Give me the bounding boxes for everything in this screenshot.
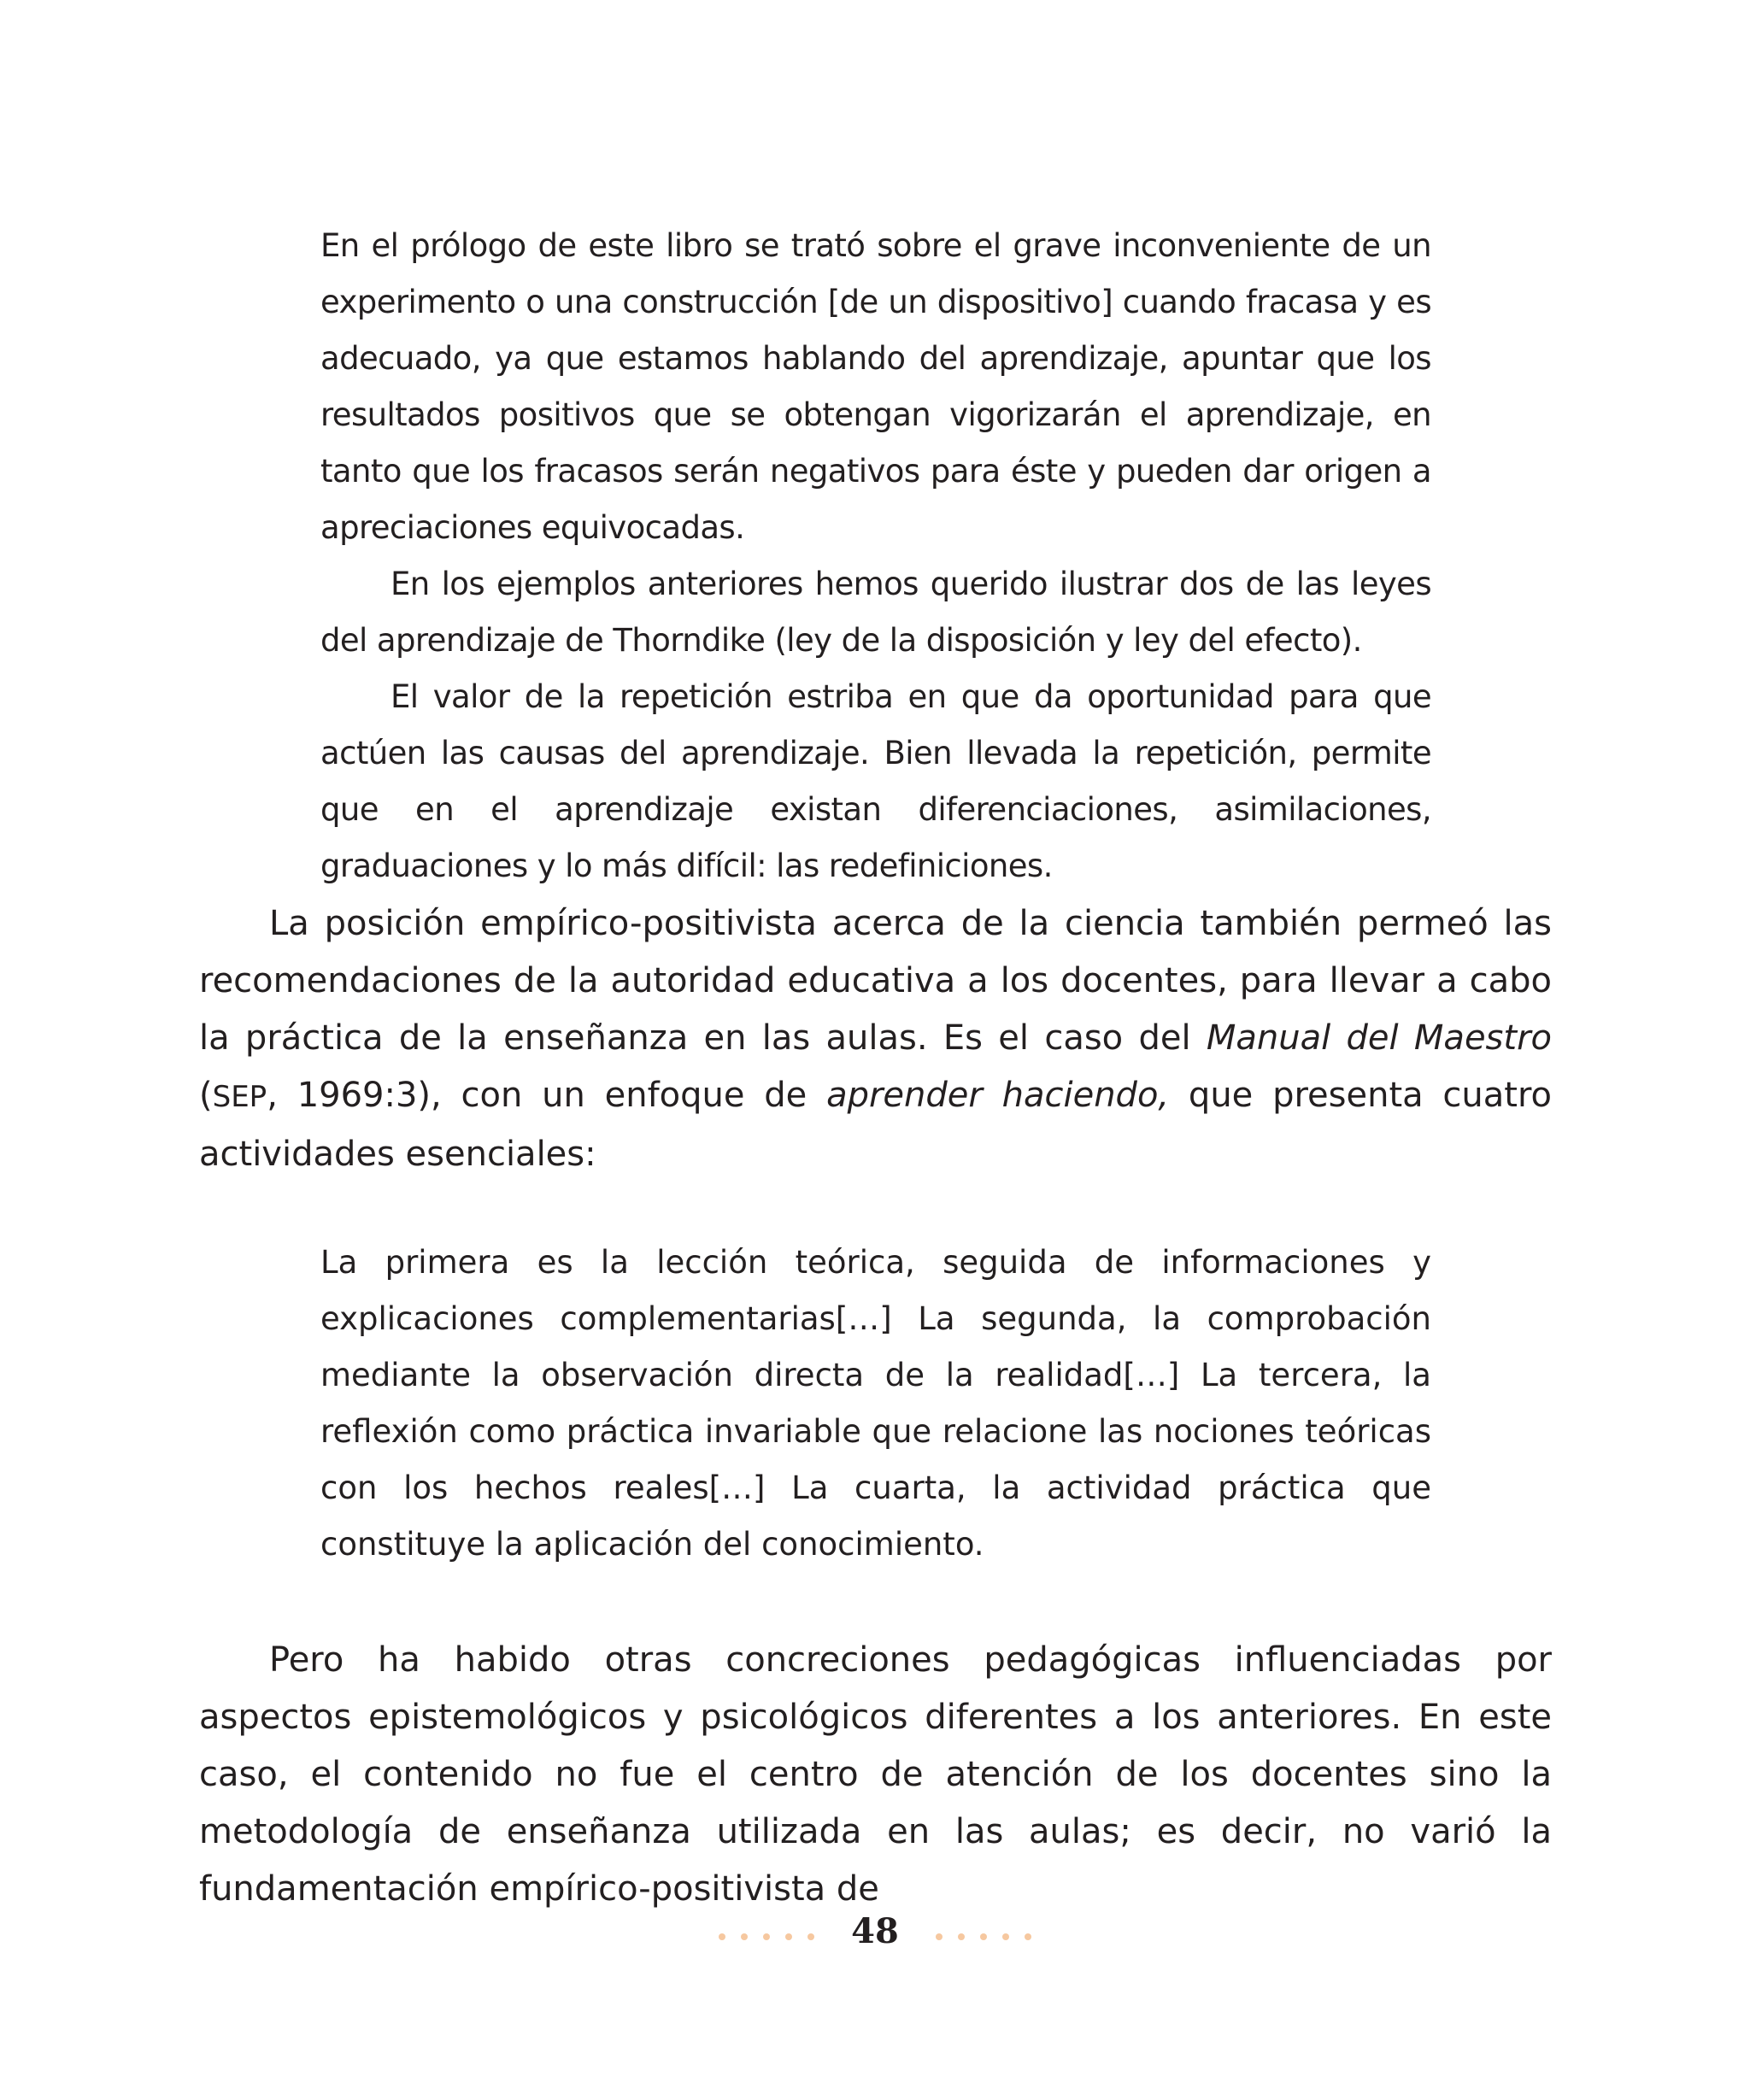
- quote-paragraph: La primera es la lección teórica, seguida de informaciones y explicaciones complementarias[…] La segunda, la comprobación mediante la observación directa de la realidad[…] La tercera, la reflexión como práctica invariable que relacione las nociones teóricas con los hechos reales[…] La cuarta, la actividad práctica que constituye la aplicación del conocimiento.: [320, 1244, 1431, 1563]
- book-title: Manual del Maestro: [1206, 1018, 1552, 1058]
- paragraph-end: que presenta cuatro actividades esenciales:: [199, 1076, 1553, 1174]
- quote-paragraph: El valor de la repetición estriba en que da oportunidad para que actúen las causas del aprendizaje. Bien llevada la repetición, permite que en el aprendizaje existan diferenciaciones, asimilaciones, graduaciones y lo más difícil: las redefiniciones.: [320, 678, 1431, 884]
- quote-paragraph: En el prólogo de este libro se trató sobre el grave inconveniente de un experimento o una construcción [de un dispositivo] cuando fracasa y es adecuado, ya que estamos hablando del aprendizaje, apuntar que los resultados positivos que se obtengan vigorizarán el aprendizaje, en tanto que los fracasos serán negativos para éste y pueden dar origen a apreciaciones equivocadas.: [320, 227, 1431, 546]
- block-quote-manual: [320, 1235, 1431, 1573]
- quote-paragraph: En los ejemplos anteriores hemos querido ilustrar dos de las leyes del aprendizaje de Thorndike (ley de la disposición y ley del efecto).: [320, 566, 1431, 659]
- block-quote-thorndike: [320, 218, 1431, 895]
- decorative-dots-right: [928, 1913, 1039, 1956]
- body-paragraph-empirico: [199, 895, 1552, 1183]
- citation-open: (: [199, 1076, 213, 1115]
- paragraph-intro: La posición empírico-positivista acerca de la ciencia también permeó las recomendaciones de la autoridad educativa a los docentes, para llevar a cabo la práctica de la enseñanza en las aulas. Es el caso del: [199, 904, 1552, 1058]
- citation-rest: , 1969:3), con un enfoque de: [267, 1076, 827, 1115]
- page-number: 48: [851, 1911, 899, 1951]
- body-paragraph-concreciones: [199, 1632, 1552, 1918]
- paragraph-text: [199, 895, 1552, 1183]
- citation-author: SEP: [212, 1080, 267, 1114]
- decorative-dots-left: [711, 1913, 822, 1956]
- italic-phrase: aprender haciendo,: [826, 1076, 1170, 1115]
- paragraph-text: Pero ha habido otras concreciones pedagógicas influenciadas por aspectos epistemológicos y psicológicos diferentes a los anteriores. En este caso, el contenido no fue el centro de atención de los docentes sino la metodología de enseñanza utilizada en las aulas; es decir, no varió la fundamentación empírico-positivista de: [199, 1640, 1552, 1909]
- page-footer: [0, 1910, 1750, 1956]
